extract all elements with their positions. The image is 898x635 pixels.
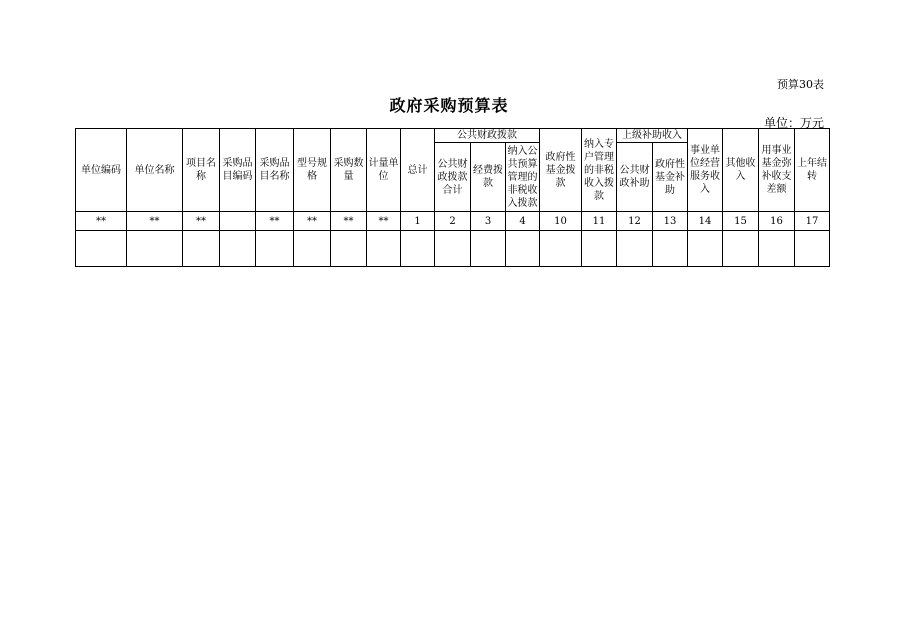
index-cell xyxy=(220,212,256,231)
index-cell: 10 xyxy=(540,212,582,231)
index-cell: 4 xyxy=(506,212,540,231)
col-unit-name: 单位名称 xyxy=(127,129,183,212)
data-cell xyxy=(688,231,723,267)
index-cell: ** xyxy=(127,212,183,231)
index-cell: 11 xyxy=(582,212,617,231)
index-cell: ** xyxy=(183,212,220,231)
index-cell: ** xyxy=(367,212,401,231)
data-cell xyxy=(723,231,759,267)
col-funding-appropriation: 经费拨款 xyxy=(471,143,506,212)
data-cell xyxy=(582,231,617,267)
page-title: 政府采购预算表 xyxy=(389,96,509,115)
data-cell xyxy=(183,231,220,267)
data-cell xyxy=(127,231,183,267)
data-cell xyxy=(540,231,582,267)
index-cell: 17 xyxy=(795,212,830,231)
index-row xyxy=(76,212,830,231)
col-group-public-finance: 公共财政拨款 xyxy=(435,129,540,143)
col-non-tax-in-budget: 纳入公共预算管理的非税收入拨款 xyxy=(506,143,540,212)
col-business-income: 事业单位经营服务收入 xyxy=(688,129,723,212)
procurement-budget-table xyxy=(75,128,830,267)
data-cell xyxy=(471,231,506,267)
index-cell: 16 xyxy=(759,212,795,231)
col-superior-gov-fund: 政府性基金补助 xyxy=(653,143,688,212)
data-cell xyxy=(220,231,256,267)
form-number: 预算30表 xyxy=(777,78,824,91)
col-public-subtotal: 公共财政拨款合计 xyxy=(435,143,471,212)
data-cell xyxy=(795,231,830,267)
col-carry-over: 上年结转 xyxy=(795,129,830,212)
index-cell: ** xyxy=(294,212,331,231)
data-cell xyxy=(256,231,294,267)
col-project-name: 项目名称 xyxy=(183,129,220,212)
col-fund-makeup: 用事业基金弥补收支差额 xyxy=(759,129,795,212)
index-cell: 1 xyxy=(401,212,435,231)
index-cell: 3 xyxy=(471,212,506,231)
col-special-non-tax: 纳入专户管理的非税收入拨款 xyxy=(582,129,617,212)
index-cell: ** xyxy=(256,212,294,231)
col-unit-code: 单位编码 xyxy=(76,129,127,212)
data-cell xyxy=(367,231,401,267)
index-cell: 12 xyxy=(617,212,653,231)
data-cell xyxy=(435,231,471,267)
data-cell xyxy=(331,231,367,267)
data-cell xyxy=(653,231,688,267)
col-total: 总计 xyxy=(401,129,435,212)
index-cell: ** xyxy=(76,212,127,231)
col-item-code: 采购品目编码 xyxy=(220,129,256,212)
data-cell xyxy=(759,231,795,267)
data-cell xyxy=(401,231,435,267)
index-cell: ** xyxy=(331,212,367,231)
data-cell xyxy=(506,231,540,267)
col-group-superior-subsidy: 上级补助收入 xyxy=(617,129,688,143)
col-other-income: 其他收入 xyxy=(723,129,759,212)
col-gov-fund: 政府性基金拨款 xyxy=(540,129,582,212)
table-row xyxy=(76,231,830,267)
header-row-1 xyxy=(76,129,830,143)
col-superior-public: 公共财政补助 xyxy=(617,143,653,212)
data-cell xyxy=(294,231,331,267)
col-model-spec: 型号规格 xyxy=(294,129,331,212)
index-cell: 13 xyxy=(653,212,688,231)
col-measure-unit: 计量单位 xyxy=(367,129,401,212)
index-cell: 15 xyxy=(723,212,759,231)
col-quantity: 采购数量 xyxy=(331,129,367,212)
data-cell xyxy=(617,231,653,267)
index-cell: 2 xyxy=(435,212,471,231)
data-cell xyxy=(76,231,127,267)
index-cell: 14 xyxy=(688,212,723,231)
unit-label: 单位：万元 xyxy=(763,116,824,130)
col-item-name: 采购品目名称 xyxy=(256,129,294,212)
